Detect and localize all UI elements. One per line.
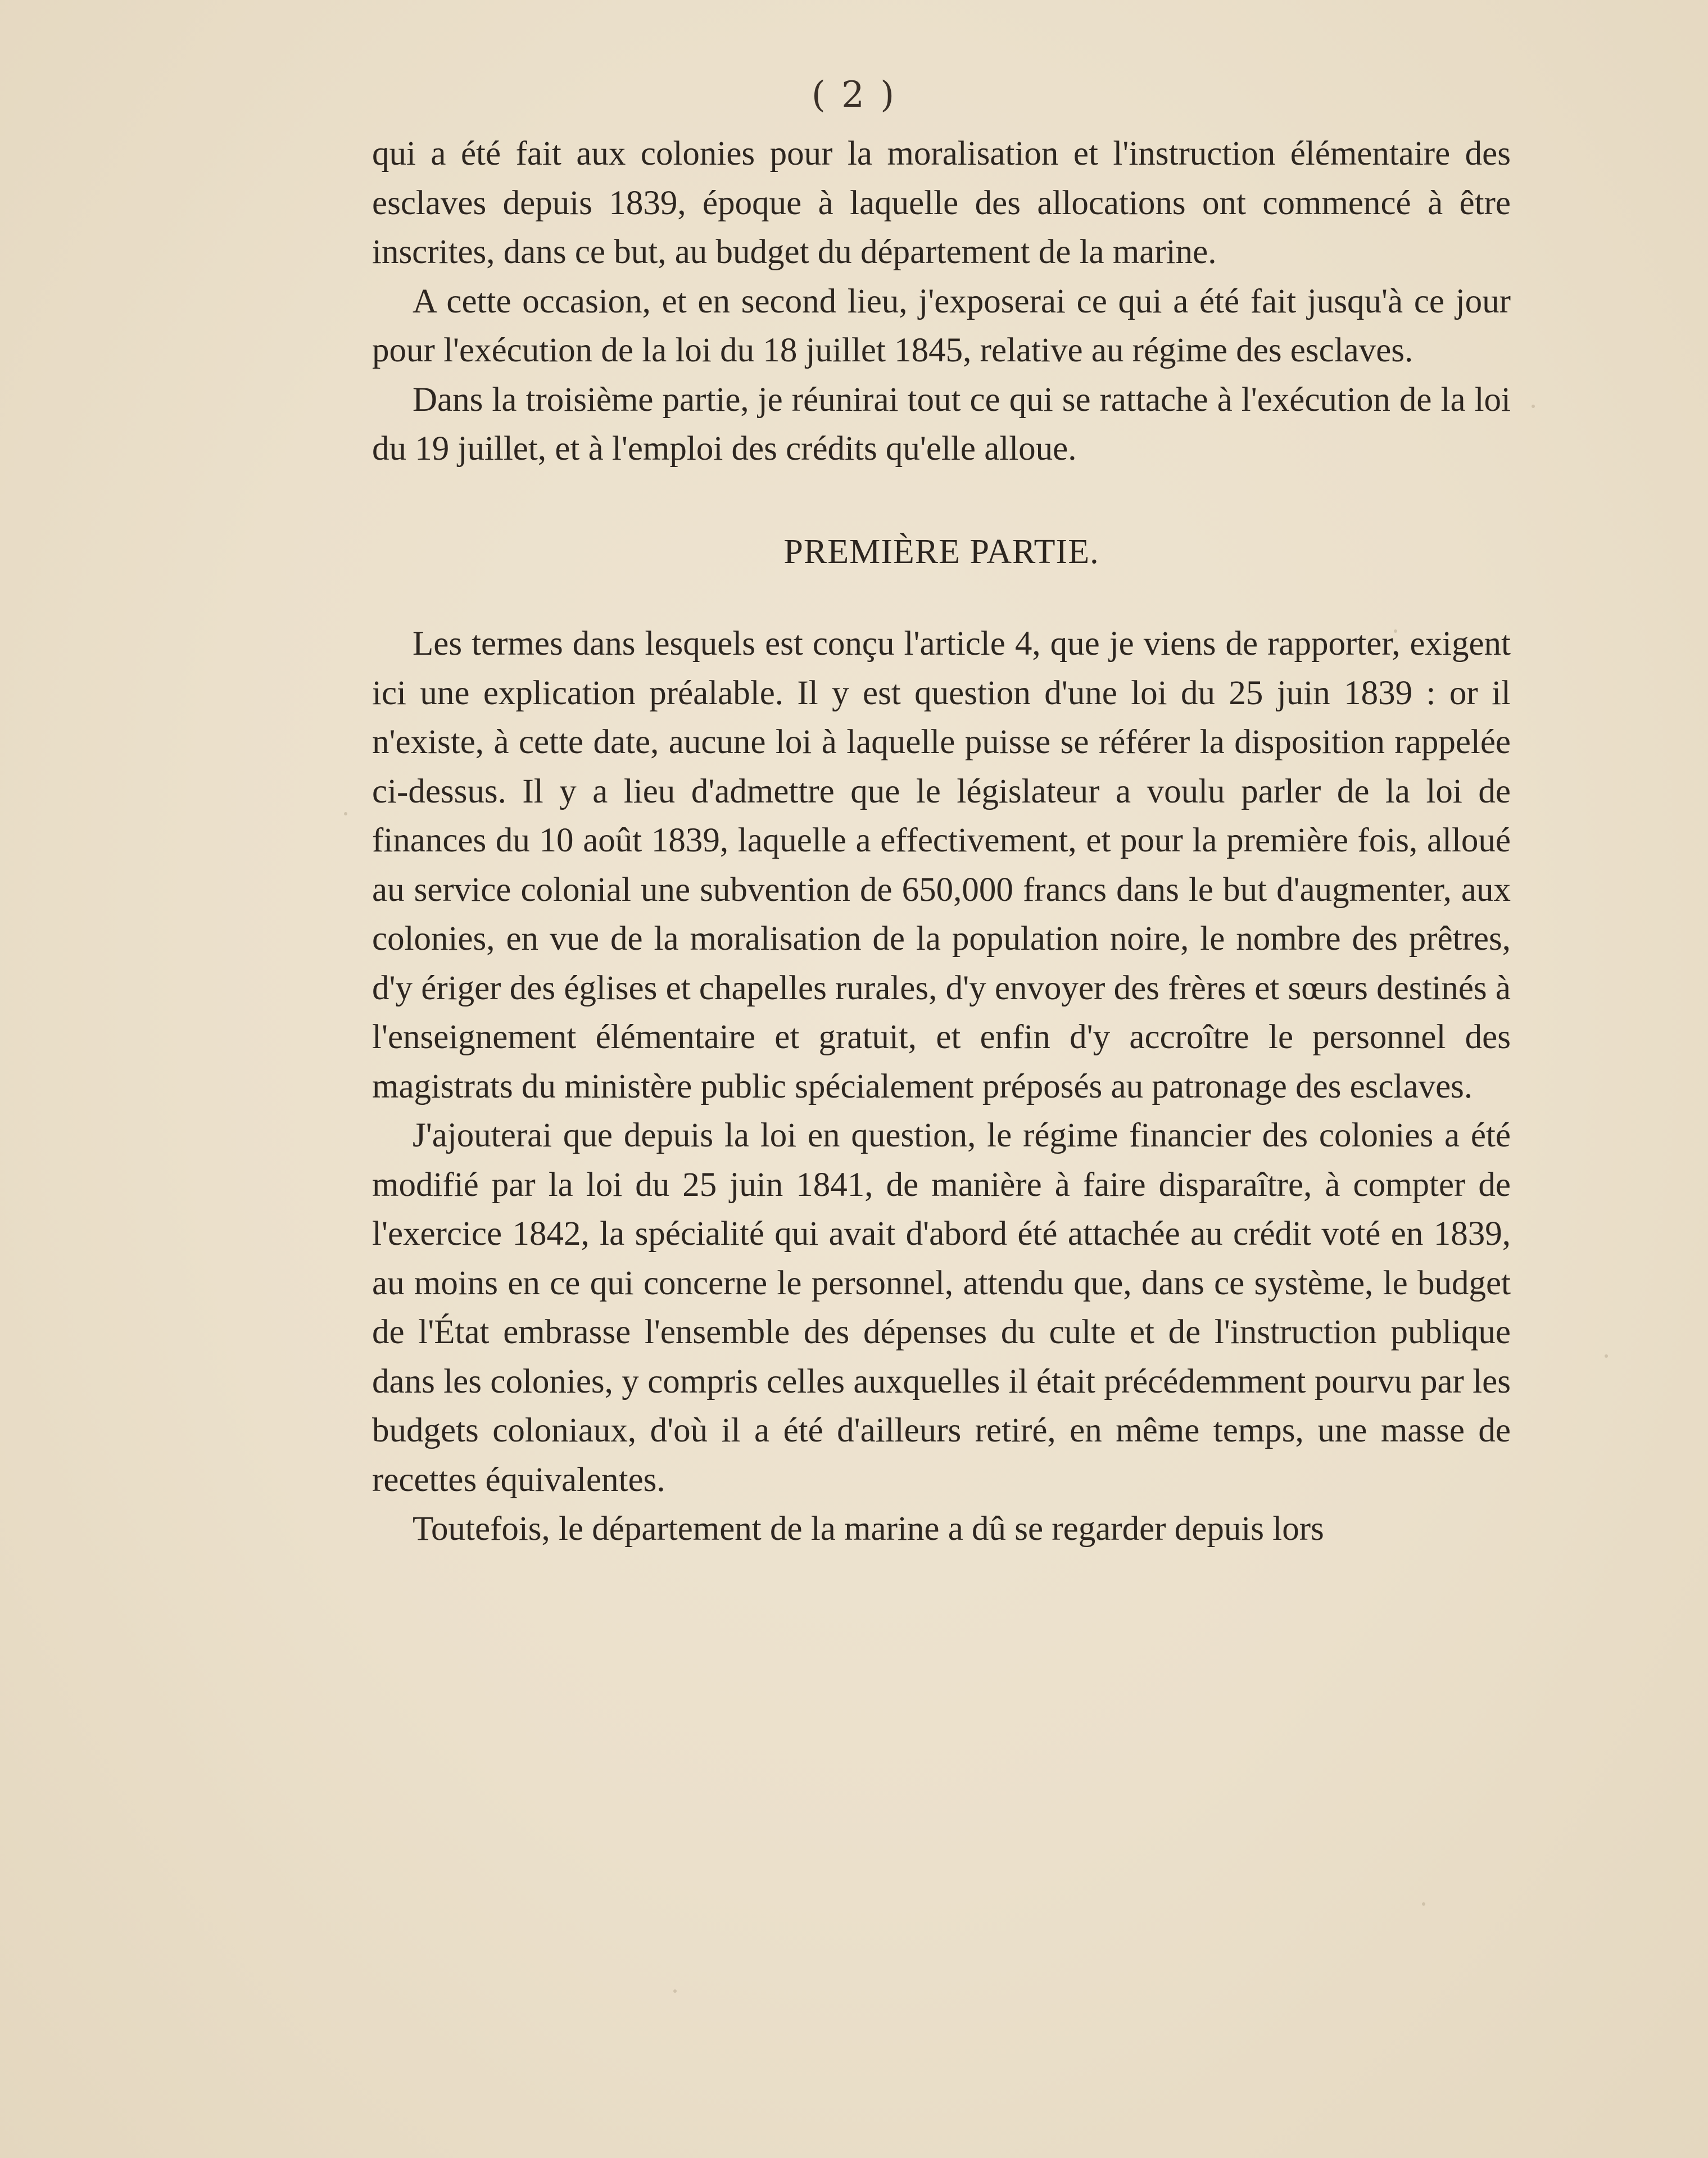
paragraph: J'ajouterai que depuis la loi en question, le régime financier des colonies a été modifié par la loi du 25 juin 1841, de manière à faire disparaître, à compter de l'exercice 1842, la spécialité qui avait d'abord été attachée au crédit voté en 1839, au moins en ce qui concerne le personnel, attendu que, dans ce système, le budget de l'État embrasse l'ensemble des dépenses du culte et de l'instruction publique dans les colonies, y compris celles auxquelles il était précédemment pourvu par les budgets coloniaux, d'où il a été d'ailleurs retiré, en même temps, une masse de recettes équivalentes. xyxy=(372,1117,1511,1499)
section-heading: PREMIÈRE PARTIE. xyxy=(783,532,1099,571)
paper-speck xyxy=(1605,1354,1608,1358)
body-text xyxy=(372,129,1511,1554)
paragraph: A cette occasion, et en second lieu, j'exposerai ce qui a été fait jusqu'à ce jour pour l'exécution de la loi du 18 juillet 1845, relative au régime des esclaves. xyxy=(372,282,1511,369)
paper-speck xyxy=(673,1989,677,1993)
page-number: ( 2 ) xyxy=(811,74,897,116)
paragraph: Dans la troisième partie, je réunirai tout ce qui se rattache à l'exécution de la loi du 19 juillet, et à l'emploi des crédits qu'elle alloue. xyxy=(372,380,1511,468)
paper-speck xyxy=(1422,1902,1425,1906)
paragraph: qui a été fait aux colonies pour la moralisation et l'instruction élémentaire des esclaves depuis 1839, époque à laquelle des allocations ont commencé à être inscrites, dans ce but, au budget du département de la marine. xyxy=(372,135,1511,271)
paper-speck xyxy=(1532,405,1535,408)
paper-speck xyxy=(344,812,347,815)
paragraph: Les termes dans lesquels est conçu l'article 4, que je viens de rapporter, exigent ici une explication préalable. Il y est question d'une loi du 25 juin 1839 : or il n'existe, à cette date, aucune loi à laquelle puisse se référer la disposition rappelée ci-dessus. Il y a lieu d'admettre que le législateur a voulu parler de la loi de finances du 10 août 1839, laquelle a effectivement, et pour la première fois, alloué au service colonial une subvention de 650,000 francs dans le but d'augmenter, aux colonies, en vue de la moralisation de la population noire, le nombre des prêtres, d'y ériger des églises et chapelles rurales, d'y envoyer des frères et sœurs destinés à l'enseignement élémentaire et gratuit, et enfin d'y accroître le personnel des magistrats du ministère public spécialement préposés au patronage des esclaves. xyxy=(372,625,1511,1105)
paragraph: Toutefois, le département de la marine a dû se regarder depuis lors xyxy=(413,1510,1324,1548)
